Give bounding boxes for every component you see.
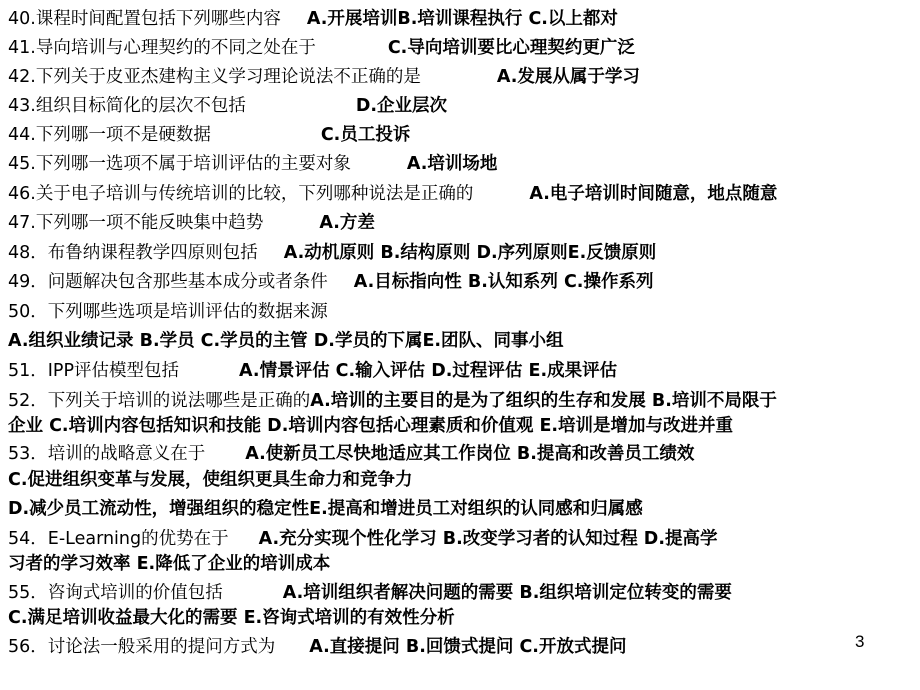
answer-text: D.减少员工流动性，增强组织的稳定性E.提高和增进员工对组织的认同感和归属感 [8, 499, 643, 519]
question-text: 44.下列哪一项不是硬数据 [8, 125, 211, 145]
question-text: 47.下列哪一项不能反映集中趋势 [8, 213, 264, 233]
question-43 [8, 93, 447, 119]
answer-text: C.员工投诉 [320, 125, 411, 145]
question-48 [8, 240, 656, 266]
answer-line [8, 496, 643, 522]
question-text: 50．下列哪些选项是培训评估的数据来源 [8, 302, 328, 322]
question-47 [8, 210, 375, 236]
answer-text: A.目标指向性 B.认知系列 C.操作系列 [353, 272, 654, 292]
question-text: 53．培训的战略意义在于 [8, 444, 206, 464]
question-42 [8, 64, 640, 90]
question-50 [8, 299, 328, 325]
question-text: 43.组织目标简化的层次不包括 [8, 96, 246, 116]
question-text: 55．咨询式培训的价值包括 [8, 583, 223, 603]
question-45 [8, 151, 497, 177]
question-56 [8, 634, 626, 660]
question-49 [8, 269, 653, 295]
answer-text: A.直接提问 B.回馈式提问 C.开放式提问 [309, 637, 627, 657]
answer-text: A.开展培训B.培训课程执行 C.以上都对 [306, 9, 618, 29]
question-46 [8, 181, 777, 207]
question-text: 56．讨论法一般采用的提问方式为 [8, 637, 276, 657]
answer-text: A.方差 [319, 213, 375, 233]
answer-text: 企业 C.培训内容包括知识和技能 D.培训内容包括心理素质和价值观 E.培训是增加与改进并重 [8, 416, 734, 436]
question-51 [8, 358, 617, 384]
answer-text: C.促进组织变革与发展，使组织更具生命力和竞争力 [8, 470, 413, 490]
answer-text: D.企业层次 [355, 96, 448, 116]
answer-text: A.情景评估 C.输入评估 D.过程评估 E.成果评估 [239, 361, 618, 381]
answer-text: A.电子培训时间随意，地点随意 [529, 184, 778, 204]
question-53 [8, 441, 694, 467]
question-text: 45.下列哪一选项不属于培训评估的主要对象 [8, 154, 351, 174]
answer-text: A.培训组织者解决问题的需要 B.组织培训定位转变的需要 [282, 583, 732, 603]
question-text: 48．布鲁纳课程教学四原则包括 [8, 243, 258, 263]
answer-text: A.使新员工尽快地适应其工作岗位 B.提高和改善员工绩效 [245, 444, 695, 464]
question-54 [8, 526, 718, 552]
answer-text: A.发展从属于学习 [496, 67, 640, 87]
answer-line [8, 328, 564, 354]
answer-text: A.培训场地 [406, 154, 498, 174]
question-text: 41.导向培训与心理契约的不同之处在于 [8, 38, 316, 58]
answer-line [8, 467, 413, 493]
question-text: 49．问题解决包含那些基本成分或者条件 [8, 272, 328, 292]
answer-text: A.组织业绩记录 B.学员 C.学员的主管 D.学员的下属E.团队、同事小组 [8, 331, 564, 351]
question-text: 51．IPP评估模型包括 [8, 361, 180, 381]
question-text: 52．下列关于培训的说法哪些是正确的 [8, 391, 311, 411]
question-text: 54．E-Learning的优势在于 [8, 529, 229, 549]
question-text: 40.课程时间配置包括下列哪些内容 [8, 9, 281, 29]
answer-text: A.充分实现个性化学习 B.改变学习者的认知过程 D.提高学 [258, 529, 718, 549]
answer-text: A.动机原则 B.结构原则 D.序列原则E.反馈原则 [283, 243, 657, 263]
question-55 [8, 580, 732, 606]
answer-line [8, 551, 330, 577]
question-40 [8, 6, 618, 32]
answer-text: 习者的学习效率 E.降低了企业的培训成本 [8, 554, 331, 574]
page-number: 3 [855, 632, 865, 651]
question-text: 42.下列关于皮亚杰建构主义学习理论说法不正确的是 [8, 67, 421, 87]
answer-line [8, 605, 455, 631]
answer-text: C.导向培训要比心理契约更广泛 [387, 38, 635, 58]
answer-text: C.满足培训收益最大化的需要 E.咨询式培训的有效性分析 [8, 608, 455, 628]
answer-text: A.培训的主要目的是为了组织的生存和发展 B.培训不局限于 [310, 391, 777, 411]
answer-line [8, 413, 733, 439]
question-text: 46.关于电子培训与传统培训的比较，下列哪种说法是正确的 [8, 184, 474, 204]
question-41 [8, 35, 635, 61]
question-52 [8, 388, 777, 414]
question-44 [8, 122, 410, 148]
